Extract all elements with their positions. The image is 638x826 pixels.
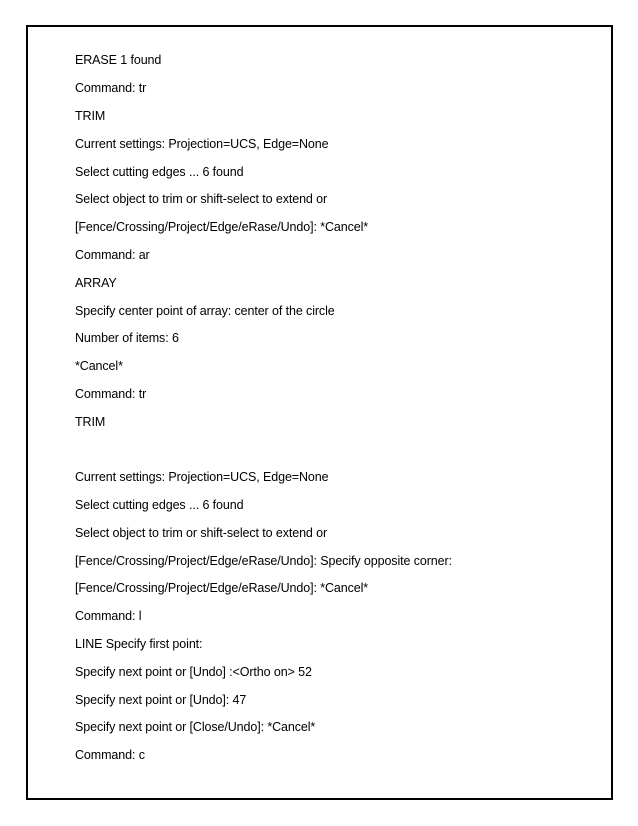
log-line: Select object to trim or shift-select to extend or: [75, 526, 328, 540]
log-line: Select object to trim or shift-select to extend or: [75, 192, 328, 206]
log-line: Command: tr: [75, 387, 147, 401]
log-line: TRIM: [75, 415, 106, 429]
log-line: Command: tr: [75, 81, 147, 95]
log-line: [Fence/Crossing/Project/Edge/eRase/Undo]: Specify opposite corner:: [75, 554, 452, 568]
log-line: LINE Specify first point:: [75, 637, 203, 651]
log-line: Current settings: Projection=UCS, Edge=None: [75, 470, 329, 484]
log-line: Command: l: [75, 609, 142, 623]
log-line: Select cutting edges ... 6 found: [75, 165, 244, 179]
log-line: Select cutting edges ... 6 found: [75, 498, 244, 512]
log-line: Specify next point or [Undo] :<Ortho on> 52: [75, 665, 312, 679]
log-line: [Fence/Crossing/Project/Edge/eRase/Undo]: *Cancel*: [75, 220, 369, 234]
log-line: *Cancel*: [75, 359, 123, 373]
log-line: ERASE 1 found: [75, 53, 162, 67]
log-line: Command: ar: [75, 248, 150, 262]
log-line: Number of items: 6: [75, 331, 179, 345]
log-line: Command: c: [75, 748, 145, 762]
log-line: [Fence/Crossing/Project/Edge/eRase/Undo]: *Cancel*: [75, 581, 369, 595]
log-line: Current settings: Projection=UCS, Edge=None: [75, 137, 329, 151]
log-line: ARRAY: [75, 276, 117, 290]
log-line: Specify next point or [Undo]: 47: [75, 693, 247, 707]
log-line: Specify next point or [Close/Undo]: *Cancel*: [75, 720, 316, 734]
log-line: TRIM: [75, 109, 106, 123]
log-line: Specify center point of array: center of the circle: [75, 304, 335, 318]
